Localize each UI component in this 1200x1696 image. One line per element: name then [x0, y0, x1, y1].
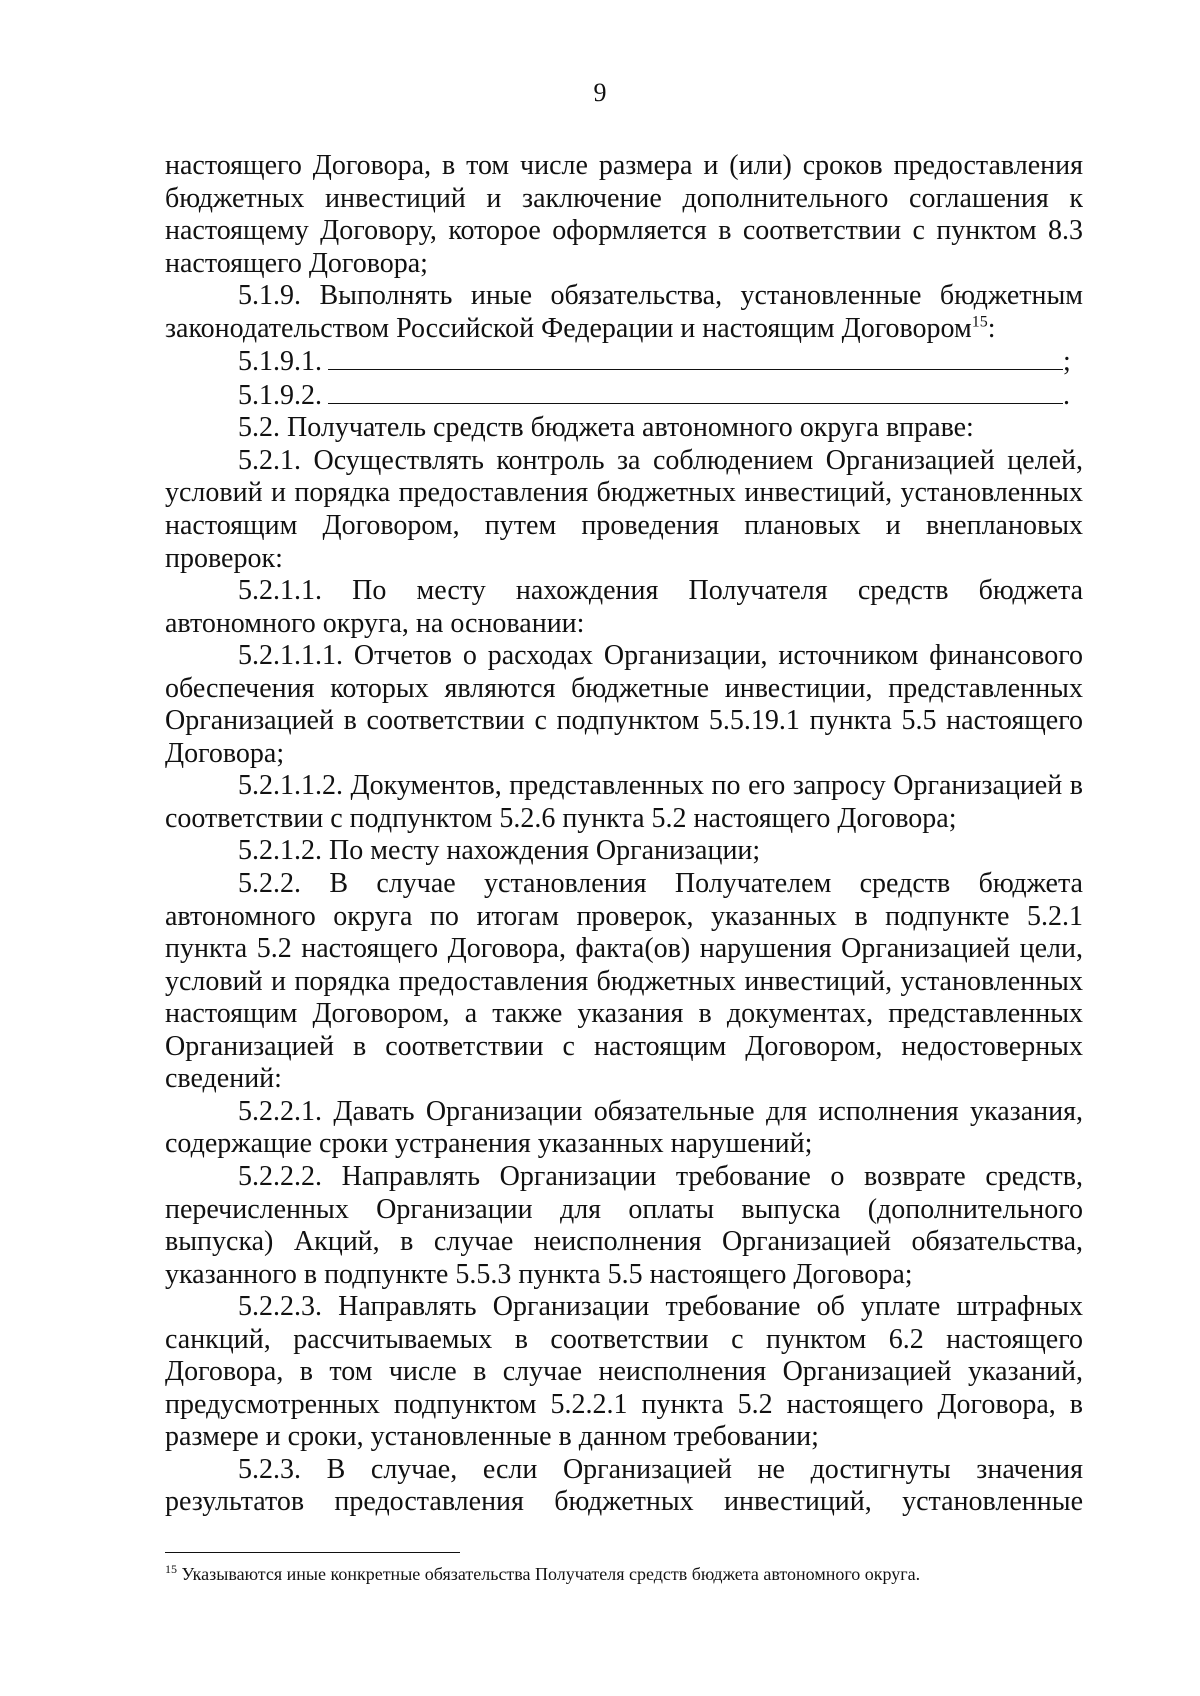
- paragraph-5-2-1-1-2: 5.2.1.1.2. Документов, представленных по его запросу Организацией в соответствии с подпунктом 5.2.6 пункта 5.2 настоящего Договора;: [165, 770, 1083, 834]
- paragraph-5-2-3: 5.2.3. В случае, если Организацией не достигнуты значения результатов предоставления бюджетных инвестиций, установленные: [165, 1453, 1083, 1518]
- paragraph-5-2-2-3: 5.2.2.3. Направлять Организации требование об уплате штрафных санкций, рассчитываемых в соответствии с пунктом 6.2 настоящего Договора, в том числе в случае неисполнения Организацией указаний, предусмотренных подпунктом 5.2.2.1 пункта 5.2 настоящего Договора, в размере и сроки, установленные в данном требовании;: [165, 1291, 1083, 1453]
- paragraph-5-2-2-1: 5.2.2.1. Давать Организации обязательные для исполнения указания, содержащие сроки устранения указанных нарушений;: [165, 1095, 1083, 1160]
- footnote: [165, 1562, 1083, 1586]
- paragraph-5-2-2: 5.2.2. В случае установления Получателем средств бюджета автономного округа по итогам проверок, указанных в подпункте 5.2.1 пункта 5.2 настоящего Договора, факта(ов) нарушения Организацией цели, условий и порядка предоставления бюджетных инвестиций, установленных настоящим Договором, а также указания в документах, представленных Организацией в соответствии с настоящим Договором, недостоверных сведений:: [165, 868, 1083, 1095]
- footnote-mark: 15: [165, 1562, 177, 1576]
- paragraph-5-2-1: 5.2.1. Осуществлять контроль за соблюдением Организацией целей, условий и порядка предоставления бюджетных инвестиций, установленных настоящим Договором, путем проведения плановых и внеплановых проверок:: [165, 444, 1083, 574]
- body-text: [165, 150, 1083, 1519]
- paragraph-5-2-1-1: 5.2.1.1. По месту нахождения Получателя средств бюджета автономного округа, на основании:: [165, 575, 1083, 639]
- paragraph-5-2-2-2: 5.2.2.2. Направлять Организации требование о возврате средств, перечисленных Организации для оплаты выпуска (дополнительного выпуска) Акций, в случае неисполнения Организацией обязательства, указанного в подпункте 5.5.3 пункта 5.5 настоящего Договора;: [165, 1160, 1083, 1290]
- paragraph-5-2-1-1-1: 5.2.1.1.1. Отчетов о расходах Организации, источником финансового обеспечения которых являются бюджетные инвестиции, представленных Организацией в соответствии с подпунктом 5.5.19.1 пункта 5.5 настоящего Договора;: [165, 640, 1083, 769]
- blank-fill-line: [328, 345, 1063, 370]
- page-number: 9: [593, 78, 607, 107]
- paragraph-5-2: 5.2. Получатель средств бюджета автономного округа вправе:: [238, 412, 974, 444]
- paragraph-5-1-9: 5.1.9. Выполнять иные обязательства, установленные бюджетным законодательством Российской Федерации и настоящим Договором$^{15}$:: [165, 280, 1083, 344]
- blank-fill-line: [328, 379, 1063, 404]
- paragraph-5-1-9-1: 5.1.9.1. ;: [238, 346, 1071, 378]
- footnote-text: Указываются иные конкретные обязательства Получателя средств бюджета автономного округа.: [177, 1564, 921, 1584]
- footnote-reference: 15: [971, 313, 988, 331]
- paragraph-5-2-1-2: 5.2.1.2. По месту нахождения Организации;: [238, 835, 761, 867]
- footnote-separator: [165, 1552, 460, 1553]
- paragraph-5-1-9-2: 5.1.9.2. .: [238, 379, 1070, 411]
- paragraph-0: настоящего Договора, в том числе размера и (или) сроков предоставления бюджетных инвестиций и заключение дополнительного соглашения к настоящему Договору, которое оформляется в соответствии с пунктом 8.3 настоящего Договора;: [165, 150, 1083, 279]
